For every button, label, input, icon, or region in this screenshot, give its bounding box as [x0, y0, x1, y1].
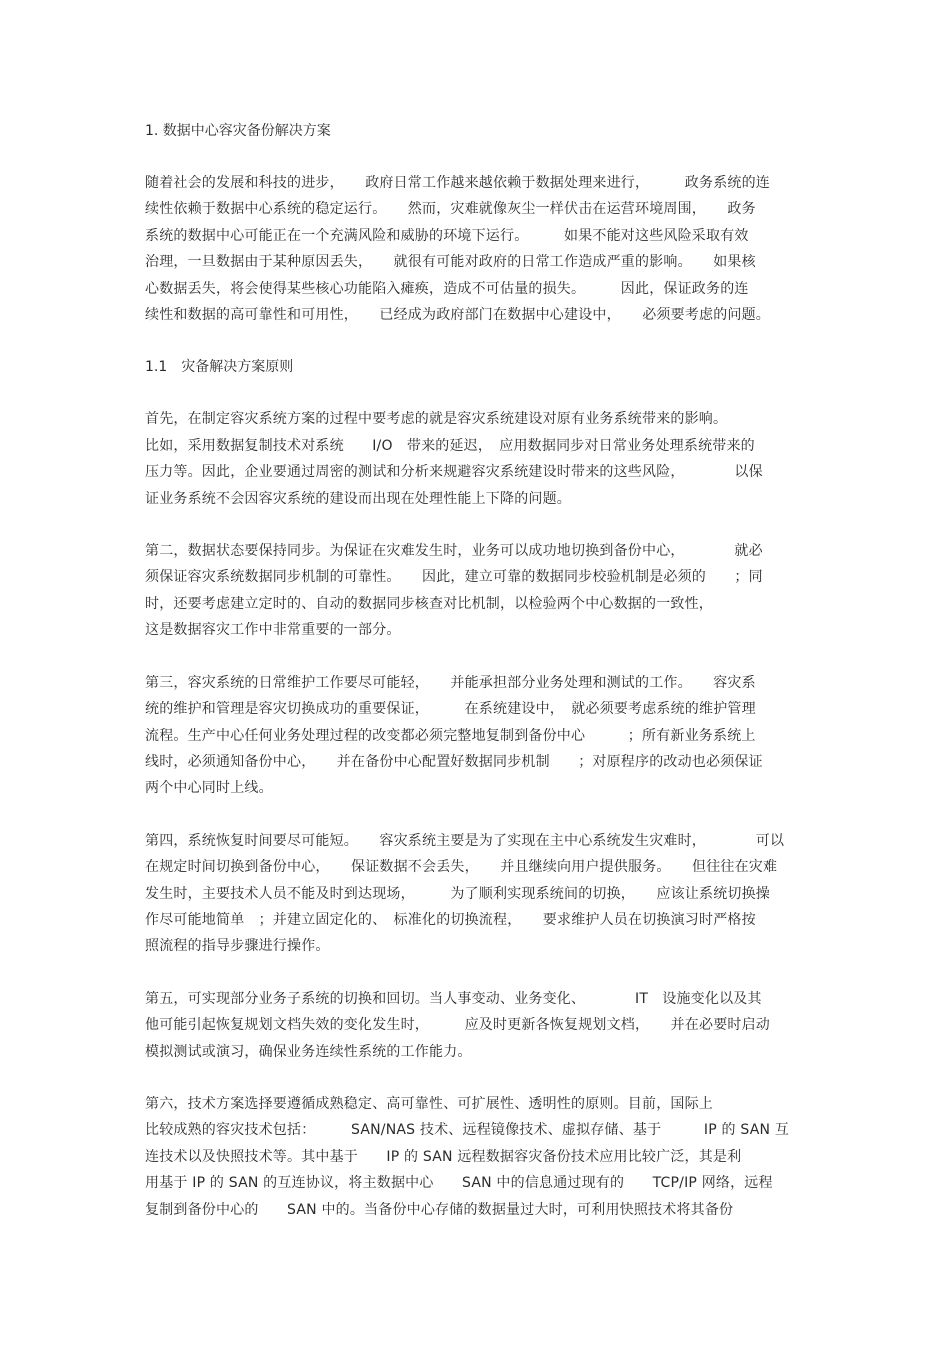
text-line: 第四，系统恢复时间要尽可能短。 容灾系统主要是为了实现在主中心系统发生灾难时， 可以	[145, 832, 785, 849]
text-line: 复制到备份中心的 SAN 中的。当备份中心存储的数据量过大时，可利用快照技术将其备份	[145, 1201, 734, 1218]
text-line: 第五，可实现部分业务子系统的切换和回切。当人事变动、业务变化、 IT 设施变化以及其	[145, 990, 762, 1007]
spacer	[145, 144, 810, 170]
text-line: 线时，必须通知备份中心， 并在备份中心配置好数据同步机制 ；对原程序的改动也必须保证	[145, 753, 763, 770]
spacer	[145, 380, 810, 406]
text-line: 须保证容灾系统数据同步机制的可靠性。 因此，建立可靠的数据同步校验机制是必须的 ；同	[145, 569, 763, 586]
spacer	[145, 644, 810, 670]
text-line: 第六，技术方案选择要遵循成熟稳定、高可靠性、可扩展性、透明性的原则。目前，国际上	[145, 1095, 713, 1112]
text-line: 治理，一旦数据由于某种原因丢失， 就很有可能对政府的日常工作造成严重的影响。 如果核	[145, 254, 756, 271]
text-line: 续性依赖于数据中心系统的稳定运行。 然而，灾难就像灰尘一样伏击在运营环境周围， 政务	[145, 201, 756, 218]
text-line: 他可能引起恢复规划文档失效的变化发生时， 应及时更新各恢复规划文档， 并在必要时启动	[145, 1017, 770, 1034]
text-line: 这是数据容灾工作中非常重要的一部分。	[145, 622, 401, 639]
text-line: 心数据丢失，将会使得某些核心功能陷入瘫痪，造成不可估量的损失。 因此，保证政务的连	[145, 280, 749, 297]
text-line: 时，还要考虑建立定时的、自动的数据同步核查对比机制，以检验两个中心数据的一致性，	[145, 595, 713, 612]
text-line: 连技术以及快照技术等。其中基于 IP 的 SAN 远程数据容灾备份技术应用比较广泛，其是利	[145, 1148, 742, 1165]
text-line: 比较成熟的容灾技术包括： SAN/NAS 技术、远程镜像技术、虚拟存储、基于 IP 的 SAN 互	[145, 1122, 790, 1139]
spacer	[145, 802, 810, 828]
text-line: 首先，在制定容灾系统方案的过程中要考虑的就是容灾系统建设对原有业务系统带来的影响。	[145, 411, 728, 428]
text-line: 证业务系统不会因容灾系统的建设而出现在处理性能上下降的问题。	[145, 490, 571, 507]
text-line: 作尽可能地简单 ；并建立固定化的、 标准化的切换流程， 要求维护人员在切换演习时严格按	[145, 911, 756, 928]
intro-paragraph	[145, 170, 810, 328]
principle-paragraph-6	[145, 1091, 810, 1223]
spacer	[145, 328, 810, 354]
text-line: 系统的数据中心可能正在一个充满风险和威胁的环境下运行。 如果不能对这些风险采取有效	[145, 227, 749, 244]
text-line: 随着社会的发展和科技的进步， 政府日常工作越来越依赖于数据处理来进行， 政务系统的连	[145, 175, 770, 191]
text-line: 第三，容灾系统的日常维护工作要尽可能轻， 并能承担部分业务处理和测试的工作。 容灾系	[145, 674, 756, 691]
text-line: 续性和数据的高可靠性和可用性， 已经成为政府部门在数据中心建设中， 必须要考虑的问题。	[145, 307, 770, 324]
text-line: 在规定时间切换到备份中心， 保证数据不会丢失， 并且继续向用户提供服务。 但往往在灾难	[145, 859, 778, 876]
text-line: 用基于 IP 的 SAN 的互连协议，将主数据中心 SAN 中的信息通过现有的 TCP/IP 网络，远程	[145, 1175, 773, 1192]
principle-paragraph-5	[145, 986, 810, 1065]
text-line: 压力等。因此，企业要通过周密的测试和分析来规避容灾系统建设时带来的这些风险， 以保	[145, 464, 763, 481]
text-line: 比如，采用数据复制技术对系统 I/O 带来的延迟， 应用数据同步对日常业务处理系统带来的	[145, 437, 755, 454]
principle-paragraph-3	[145, 670, 810, 802]
text-line: 第二，数据状态要保持同步。为保证在灾难发生时，业务可以成功地切换到备份中心， 就必	[145, 543, 763, 560]
text-line: 照流程的指导步骤进行操作。	[145, 938, 330, 955]
text-line: 模拟测试或演习，确保业务连续性系统的工作能力。	[145, 1043, 472, 1060]
text-line: 两个中心同时上线。	[145, 780, 273, 797]
principle-paragraph-2	[145, 538, 810, 644]
spacer	[145, 960, 810, 986]
section-title: 1.1 灾备解决方案原则	[145, 359, 294, 376]
spacer	[145, 512, 810, 538]
spacer	[145, 1065, 810, 1091]
principle-paragraph-1	[145, 406, 810, 512]
text-line: 发生时，主要技术人员不能及时到达现场， 为了顺利实现系统间的切换， 应该让系统切换操	[145, 885, 770, 902]
document-content	[145, 118, 810, 1223]
text-line: 流程。生产中心任何业务处理过程的改变都必须完整地复制到备份中心 ；所有新业务系统上	[145, 727, 756, 744]
text-line: 统的维护和管理是容灾切换成功的重要保证， 在系统建设中， 就必须要考虑系统的维护管理	[145, 701, 756, 718]
document-title: 1. 数据中心容灾备份解决方案	[145, 123, 331, 139]
principle-paragraph-4	[145, 828, 810, 960]
